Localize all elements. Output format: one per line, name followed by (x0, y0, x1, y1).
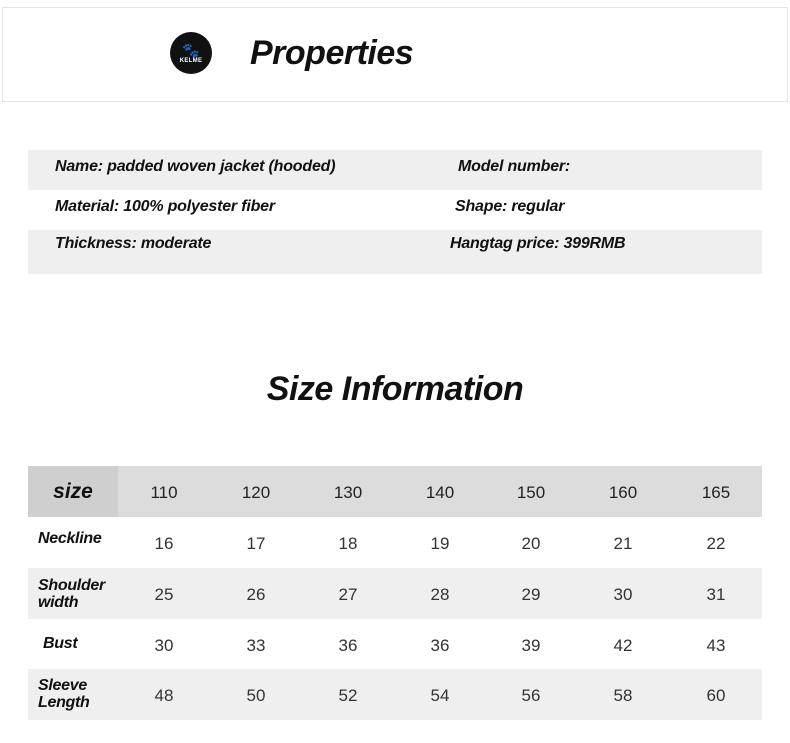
size-information-title: Size Information (266, 370, 524, 408)
logo-brand-text: KELME (179, 58, 203, 64)
table-row (28, 619, 762, 669)
size-value: 20 (521, 534, 541, 553)
size-value: 29 (521, 585, 541, 604)
size-column-header: 150 (516, 483, 546, 502)
size-value: 22 (706, 534, 726, 553)
size-column-header: 130 (333, 483, 363, 502)
size-value: 36 (430, 636, 450, 655)
table-row (28, 517, 762, 568)
properties-table (28, 150, 762, 274)
size-value: 54 (430, 686, 450, 705)
size-value: 30 (154, 636, 174, 655)
size-column-header: 160 (608, 483, 638, 502)
size-value: 28 (430, 585, 450, 604)
size-value: 42 (613, 636, 633, 655)
property-model-number: Model number: (458, 158, 571, 175)
property-material: Material: 100% polyester fiber (55, 198, 275, 215)
size-column-header: 110 (150, 483, 178, 502)
property-thickness: Thickness: moderate (55, 235, 212, 252)
property-shape: Shape: regular (455, 198, 565, 215)
property-hangtag-price: Hangtag price: 399RMB (450, 235, 626, 252)
size-value: 60 (706, 686, 726, 705)
size-value: 31 (706, 585, 726, 604)
size-column-header: 140 (425, 483, 455, 502)
property-name: Name: padded woven jacket (hooded) (55, 158, 336, 175)
size-header-row (28, 466, 762, 517)
table-row (28, 669, 762, 720)
properties-row (28, 150, 762, 190)
size-value: 25 (154, 585, 174, 604)
size-header-label: size (28, 466, 118, 517)
size-value: 50 (246, 686, 266, 705)
size-value: 27 (338, 585, 358, 604)
table-row (28, 568, 762, 619)
size-value: 18 (338, 534, 358, 553)
size-column-header: 120 (241, 483, 271, 502)
size-value: 48 (154, 686, 174, 705)
size-value: 58 (613, 686, 633, 705)
row-label-line: Sleeve (38, 677, 87, 694)
size-value: 30 (613, 585, 633, 604)
row-label-neckline: Neckline (38, 530, 102, 547)
size-column-header: 165 (701, 483, 731, 502)
size-value: 16 (154, 534, 174, 553)
size-value: 21 (613, 534, 633, 553)
properties-title: Properties (250, 34, 414, 72)
size-value: 26 (246, 585, 266, 604)
size-value: 39 (521, 636, 541, 655)
size-value: 56 (521, 686, 541, 705)
size-value: 36 (338, 636, 358, 655)
row-label-bust: Bust (43, 635, 78, 652)
row-label-line: Length (38, 694, 90, 711)
paw-icon: 🐾 (182, 42, 200, 58)
size-value: 17 (246, 534, 266, 553)
size-value: 43 (706, 636, 726, 655)
properties-row (28, 190, 762, 230)
row-label-line: Shoulder (38, 577, 105, 594)
properties-row (28, 230, 762, 274)
size-value: 19 (430, 534, 450, 553)
row-label-sleeve-length (38, 677, 90, 711)
row-label-shoulder-width (38, 577, 105, 611)
kelme-logo (170, 32, 212, 74)
size-value: 52 (338, 686, 358, 705)
row-label-line: width (38, 594, 79, 611)
size-value: 33 (246, 636, 266, 655)
